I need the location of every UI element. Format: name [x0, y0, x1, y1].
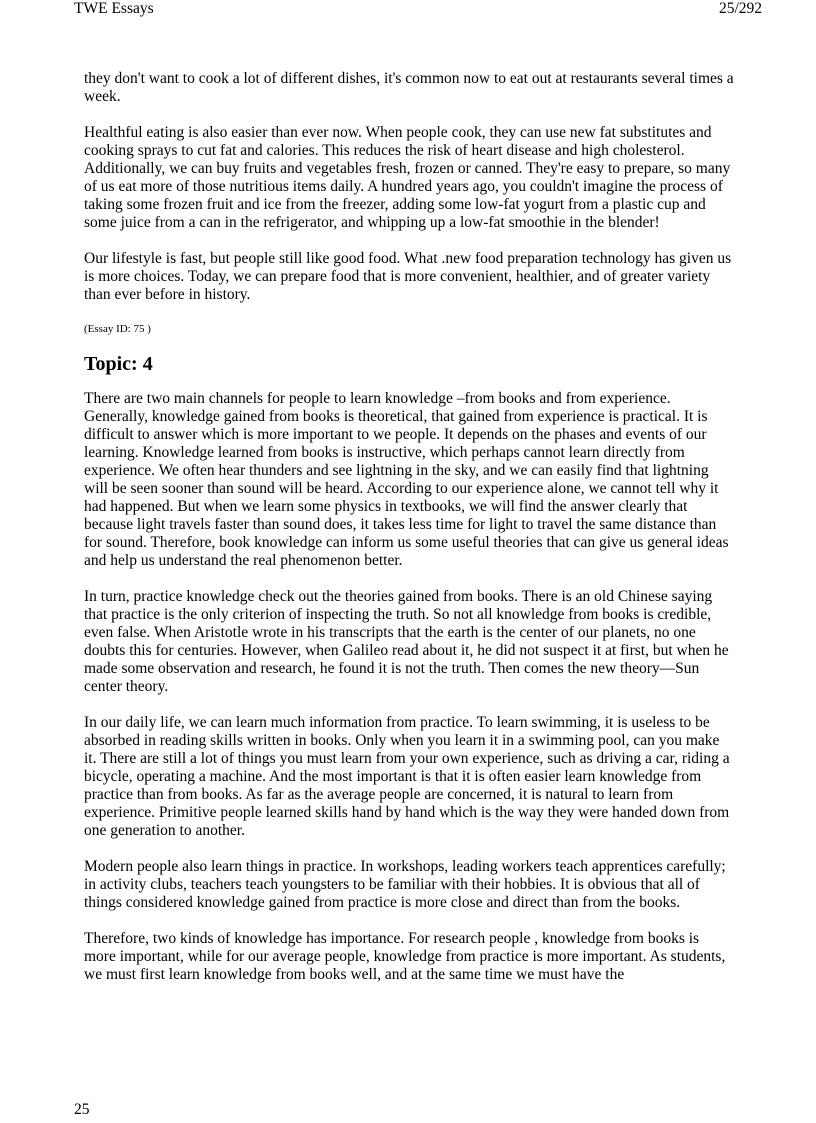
paragraph: Healthful eating is also easier than ever now. When people cook, they can use new fat substitutes and cooking sprays to cut fat and calories. This reduces the risk of heart disease and high cholesterol. Additionally, we can buy fruits and vegetables fresh, frozen or canned. They're easy to prepare, so many of us eat more of those nutritious items daily. A hundred years ago, you couldn't imagine the process of taking some frozen fruit and ice from the freezer, adding some low-fat yogurt from a plastic cup and some juice from a can in the refrigerator, and whipping up a low-fat smoothie in the blender! — [84, 124, 731, 231]
essay-id-label: (Essay ID: 75 ) — [84, 323, 151, 335]
essay-content — [84, 70, 734, 1002]
paragraph: they don't want to cook a lot of different dishes, it's common now to eat out at restaurants several times a week. — [84, 70, 734, 105]
page-counter: 25/292 — [718, 0, 762, 17]
page-number: 25 — [74, 1101, 90, 1118]
paragraph: There are two main channels for people to learn knowledge –from books and from experience. Generally, knowledge gained from books is theoretical, that gained from experience is practical. It is difficult to answer which is more important to we people. It depends on the phases and events of our learning. Knowledge learned from books is instructive, which perhaps cannot learn directly from experience. We often hear thunders and see lightning in the sky, and we can easily find that lightning will be seen sooner than sound will be heard. According to our experience alone, we cannot tell why it had happened. But when we learn some physics in textbooks, we will find the answer clearly that because light travels faster than sound does, it takes less time for light to travel the same distance than for sound. Therefore, book knowledge can inform us some useful theories that can give us general ideas and help us understand the real phenomenon better. — [84, 390, 729, 569]
paragraph: Modern people also learn things in practice. In workshops, leading workers teach apprentices carefully; in activity clubs, teachers teach youngsters to be familiar with their hobbies. It is obvious that all of things considered knowledge gained from practice is more close and direct than from the books. — [84, 858, 726, 911]
page-header — [74, 0, 762, 20]
paragraph: Our lifestyle is fast, but people still like good food. What .new food preparation technology has given us is more choices. Today, we can prepare food that is more convenient, healthier, and of greater variety than ever before in history. — [84, 250, 732, 303]
paragraph: In turn, practice knowledge check out the theories gained from books. There is an old Chinese saying that practice is the only criterion of inspecting the truth. So not all knowledge from books is credible, even false. When Aristotle wrote in his transcripts that the earth is the center of our planets, no one doubts this for centuries. However, when Galileo read about it, he did not suspect it at first, but when he made some observation and research, he found it is not the truth. Then comes the new theory—Sun center theory. — [84, 588, 729, 695]
topic-heading: Topic: 4 — [84, 353, 153, 375]
page-footer — [74, 1101, 90, 1119]
paragraph: Therefore, two kinds of knowledge has importance. For research people , knowledge from books is more important, while for our average people, knowledge from practice is more important. As students, we must first learn knowledge from books well, and at the same time we must have the — [84, 930, 726, 983]
paragraph: In our daily life, we can learn much information from practice. To learn swimming, it is useless to be absorbed in reading skills written in books. Only when you learn it in a swimming pool, can you make it. There are still a lot of things you must learn from your own experience, such as driving a car, riding a bicycle, operating a machine. And the most important is that it is often easier learn knowledge from practice than from books. As far as the average people are concerned, it is natural to learn from experience. Primitive people learned skills hand by hand which is the way they were handed down from one generation to another. — [84, 714, 730, 839]
document-title: TWE Essays — [74, 0, 154, 17]
